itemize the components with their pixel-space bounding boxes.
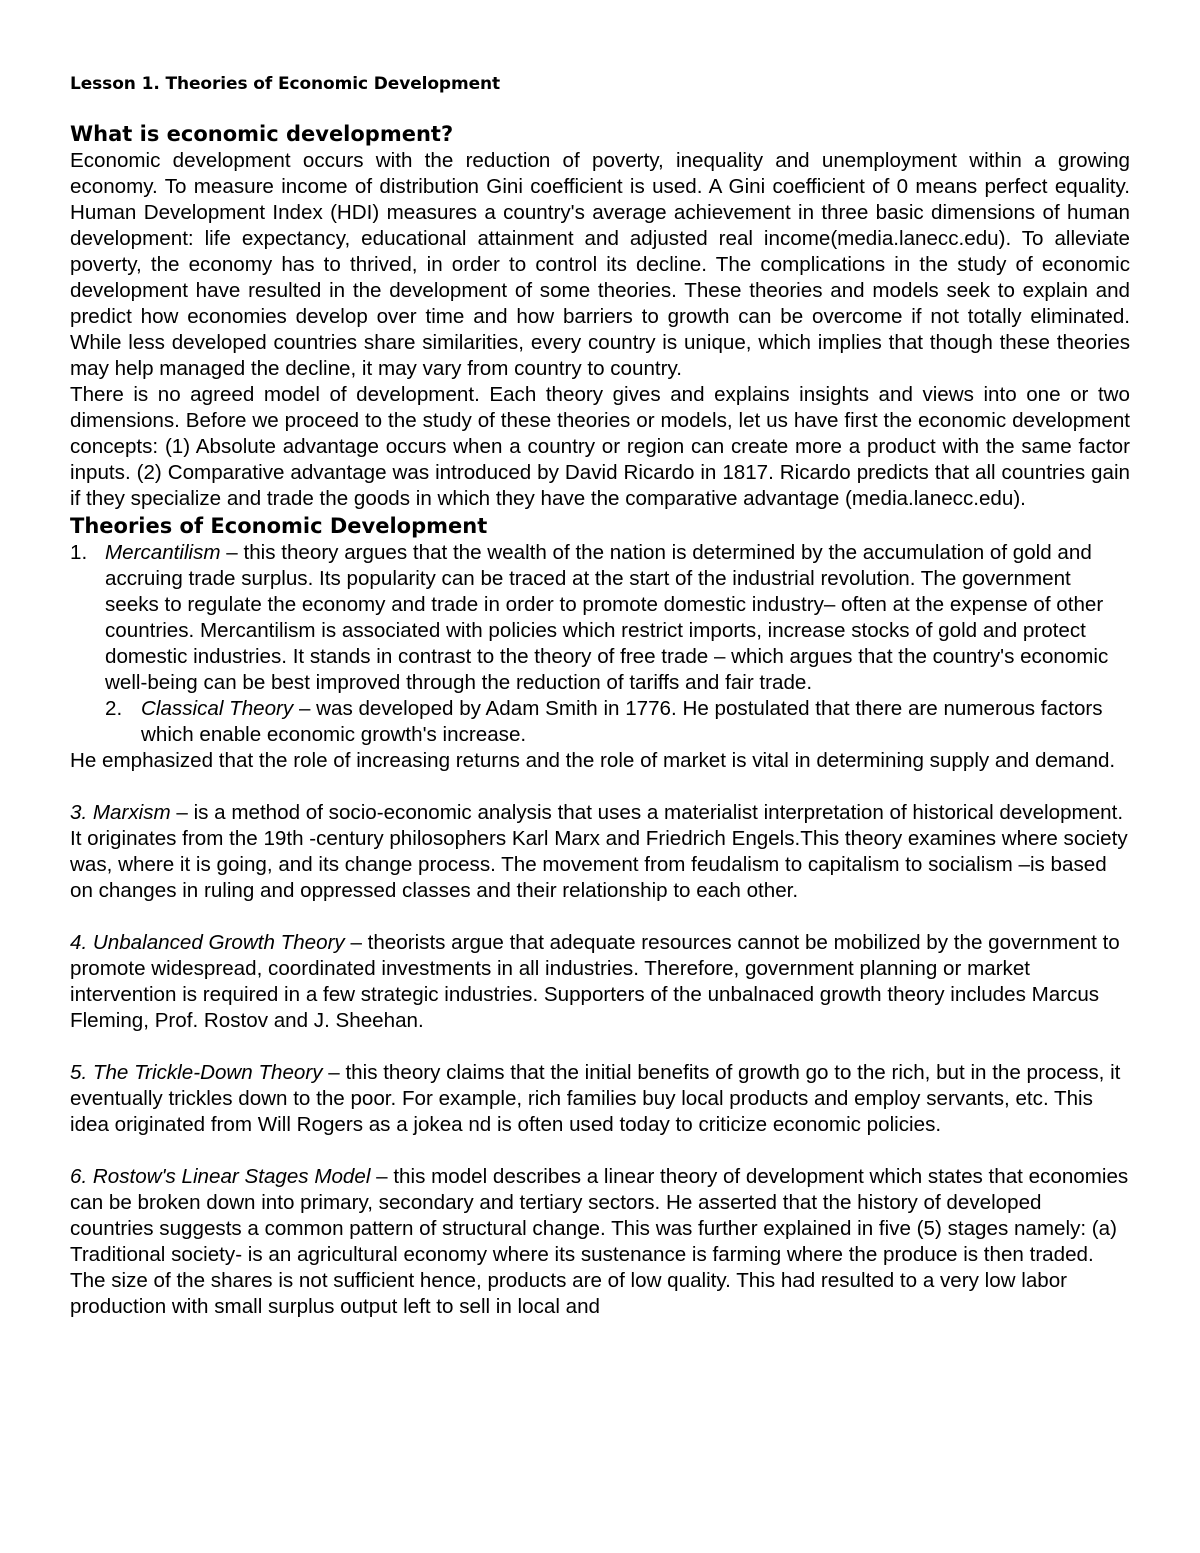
list-item-classical-theory xyxy=(70,696,1130,748)
spacer xyxy=(70,904,1130,930)
document-body xyxy=(70,120,1130,1320)
section-heading-theories: Theories of Economic Development xyxy=(70,514,488,538)
list-item-unbalanced-growth xyxy=(70,930,1130,1034)
list-item-rostow-model xyxy=(70,1164,1130,1320)
list-item-trickle-down xyxy=(70,1060,1130,1138)
list-item-mercantilism xyxy=(70,540,1130,696)
list-number: 2. xyxy=(105,697,123,720)
theory-description: – theorists argue that adequate resources cannot be mobilized by the government to promote widespread, coordinated investments in all industries. Therefore, government planning or market intervention is required in a few strategic industries. Supporters of the unbalnaced growth theory includes Marcus Fleming, Prof. Rostov and J. Sheehan. xyxy=(70,931,1120,1032)
paragraph-definition: Economic development occurs with the reduction of poverty, inequality and unemployment within a growing economy. To measure income of distribution Gini coefficient is used. A Gini coefficient of 0 means perfect equality. Human Development Index (HDI) measures a country's average achievement in three basic dimensions of human development: life expectancy, educational attainment and adjusted real income(media.lanecc.edu). To alleviate poverty, the economy has to thrived, in order to control its decline. The complications in the study of economic development have resulted in the development of some theories. These theories and models seek to explain and predict how economies develop over time and how barriers to growth can be overcome if not totally eliminated. While less developed countries share similarities, every country is unique, which implies that though these theories may help managed the decline, it may vary from country to country. xyxy=(70,149,1130,380)
theory-term: 6. Rostow's Linear Stages Model xyxy=(70,1165,371,1188)
theory-description: – was developed by Adam Smith in 1776. He postulated that there are numerous factors which enable economic growth's increase. xyxy=(141,697,1103,746)
lesson-title: Lesson 1. Theories of Economic Development xyxy=(70,74,501,94)
spacer xyxy=(70,1034,1130,1060)
list-item-body xyxy=(141,696,1130,748)
theory-term: 3. Marxism xyxy=(70,801,171,824)
list-item-body xyxy=(105,540,1130,696)
theory-description: – this theory claims that the initial benefits of growth go to the rich, but in the process, it eventually trickles down to the poor. For example, rich families buy local products and employ servants, etc. This idea originated from Will Rogers as a jokea nd is often used today to criticize economic policies. xyxy=(70,1061,1121,1136)
list-item-marxism xyxy=(70,800,1130,904)
spacer xyxy=(70,774,1130,800)
section-heading-what-is-economic-development: What is economic development? xyxy=(70,122,454,146)
classical-theory-continuation: He emphasized that the role of increasing returns and the role of market is vital in determining supply and demand. xyxy=(70,749,1116,772)
paragraph-concepts: There is no agreed model of development. Each theory gives and explains insights and views into one or two dimensions. Before we proceed to the study of these theories or models, let us have first the economic development concepts: (1) Absolute advantage occurs when a country or region can create more a product with the same factor inputs. (2) Comparative advantage was introduced by David Ricardo in 1817. Ricardo predicts that all countries gain if they specialize and trade the goods in which they have the comparative advantage (media.lanecc.edu). xyxy=(70,383,1130,510)
theory-term: Mercantilism xyxy=(105,541,221,564)
list-number: 1. xyxy=(70,541,88,564)
theory-description: – is a method of socio-economic analysis that uses a materialist interpretation of historical development. It originates from the 19th -century philosophers Karl Marx and Friedrich Engels.This theory examines where society was, where it is going, and its change process. The movement from feudalism to capitalism to socialism –is based on changes in ruling and oppressed classes and their relationship to each other. xyxy=(70,801,1128,902)
theory-term: Classical Theory xyxy=(141,697,294,720)
theory-description: – this model describes a linear theory of development which states that economies can be broken down into primary, secondary and tertiary sectors. He asserted that the history of developed countries suggests a common pattern of structural change. This was further explained in five (5) stages namely: (a) Traditional society- is an agricultural economy where its sustenance is farming where the produce is then traded. The size of the shares is not sufficient hence, products are of low quality. This had resulted to a very low labor production with small surplus output left to sell in local and xyxy=(70,1165,1129,1318)
theory-description: – this theory argues that the wealth of the nation is determined by the accumulation of gold and accruing trade surplus. Its popularity can be traced at the start of the industrial revolution. The government seeks to regulate the economy and trade in order to promote domestic industry– often at the expense of other countries. Mercantilism is associated with policies which restrict imports, increase stocks of gold and protect domestic industries. It stands in contrast to the theory of free trade – which argues that the country's economic well-being can be best improved through the reduction of tariffs and fair trade. xyxy=(105,541,1109,694)
spacer xyxy=(70,1138,1130,1164)
theory-term: 5. The Trickle-Down Theory xyxy=(70,1061,323,1084)
theory-term: 4. Unbalanced Growth Theory xyxy=(70,931,345,954)
